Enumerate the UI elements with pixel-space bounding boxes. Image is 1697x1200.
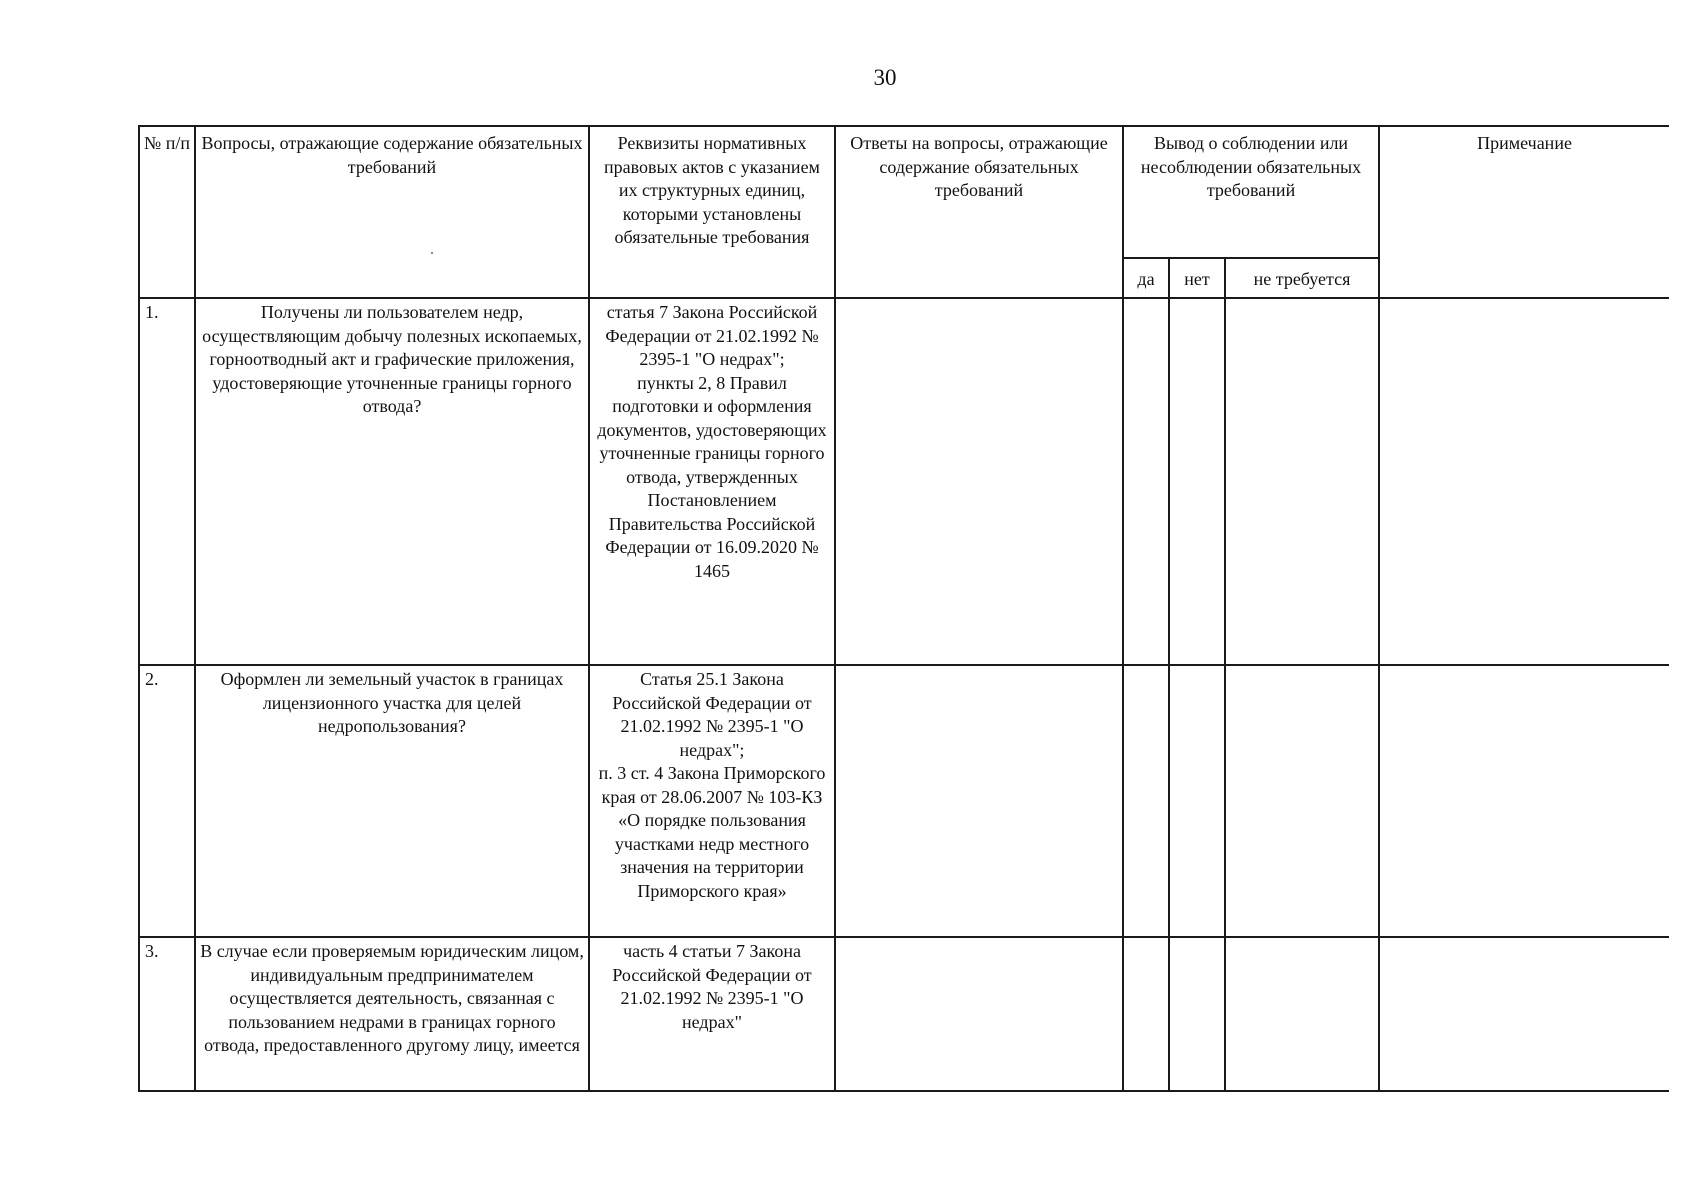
requisites-text: п. 3 ст. 4 Закона Приморского края от 28.06.2007 № 103-КЗ «О порядке пользования участками недр местного значения на территории Приморского края» <box>598 763 826 901</box>
row-requisites <box>589 937 835 1091</box>
answer-cell[interactable] <box>835 665 1123 937</box>
table-header-row <box>139 126 1669 258</box>
note-cell[interactable] <box>1379 298 1669 665</box>
note-cell[interactable] <box>1379 665 1669 937</box>
requisites-text: Статья 25.1 Закона Российской Федерации от 21.02.1992 № 2395-1 "О недрах"; <box>612 669 812 760</box>
row-question: Оформлен ли земельный участок в границах лицензионного участка для целей недропользования? <box>195 665 589 937</box>
table-row <box>139 937 1669 1091</box>
table-row <box>139 298 1669 665</box>
yes-cell[interactable] <box>1123 298 1169 665</box>
requisites-text: статья 7 Закона Российской Федерации от 21.02.1992 № 2395-1 "О недрах"; <box>605 302 819 369</box>
yes-cell[interactable] <box>1123 665 1169 937</box>
row-requisites <box>589 298 835 665</box>
header-note: Примечание <box>1379 126 1669 298</box>
no-cell[interactable] <box>1169 665 1225 937</box>
yes-cell[interactable] <box>1123 937 1169 1091</box>
row-num: 2. <box>139 665 195 937</box>
header-no: нет <box>1169 258 1225 298</box>
requisites-text: пункты 2, 8 Правил подготовки и оформления документов, удостоверяющих уточненные границы горного отвода, утвержденных Постановлением Правительства Российской Федерации от 16.09.2020 № 1465 <box>597 372 827 581</box>
page-number: 30 <box>873 65 897 90</box>
row-num: 3. <box>139 937 195 1091</box>
row-question: Получены ли пользователем недр, осуществляющим добычу полезных ископаемых, горноотводный акт и графические приложения, удостоверяющие уточненные границы горного отвода? <box>195 298 589 665</box>
header-answers: Ответы на вопросы, отражающие содержание обязательных требований <box>835 126 1123 298</box>
row-num: 1. <box>139 298 195 665</box>
header-questions: Вопросы, отражающие содержание обязательных требований <box>195 126 589 298</box>
row-question: В случае если проверяемым юридическим лицом, индивидуальным предпринимателем осуществляется деятельность, связанная с пользованием недрами в границах горного отвода, предоставленного другому лицу, имеется <box>195 937 589 1091</box>
header-conclusion: Вывод о соблюдении или несоблюдении обязательных требований <box>1123 126 1379 258</box>
answer-cell[interactable] <box>835 937 1123 1091</box>
note-cell[interactable] <box>1379 937 1669 1091</box>
requisites-text: часть 4 статьи 7 Закона Российской Федерации от 21.02.1992 № 2395-1 "О недрах" <box>612 941 812 1032</box>
answer-cell[interactable] <box>835 298 1123 665</box>
compliance-checklist-table <box>138 125 1669 1092</box>
row-requisites <box>589 665 835 937</box>
no-cell[interactable] <box>1169 937 1225 1091</box>
header-yes: да <box>1123 258 1169 298</box>
header-requisites: Реквизиты нормативных правовых актов с указанием их структурных единиц, которыми установлены обязательные требования <box>589 126 835 298</box>
header-num: № п/п <box>139 126 195 298</box>
no-cell[interactable] <box>1169 298 1225 665</box>
not-required-cell[interactable] <box>1225 937 1379 1091</box>
header-not-required: не требуется <box>1225 258 1379 298</box>
not-required-cell[interactable] <box>1225 665 1379 937</box>
table-row <box>139 665 1669 937</box>
not-required-cell[interactable] <box>1225 298 1379 665</box>
